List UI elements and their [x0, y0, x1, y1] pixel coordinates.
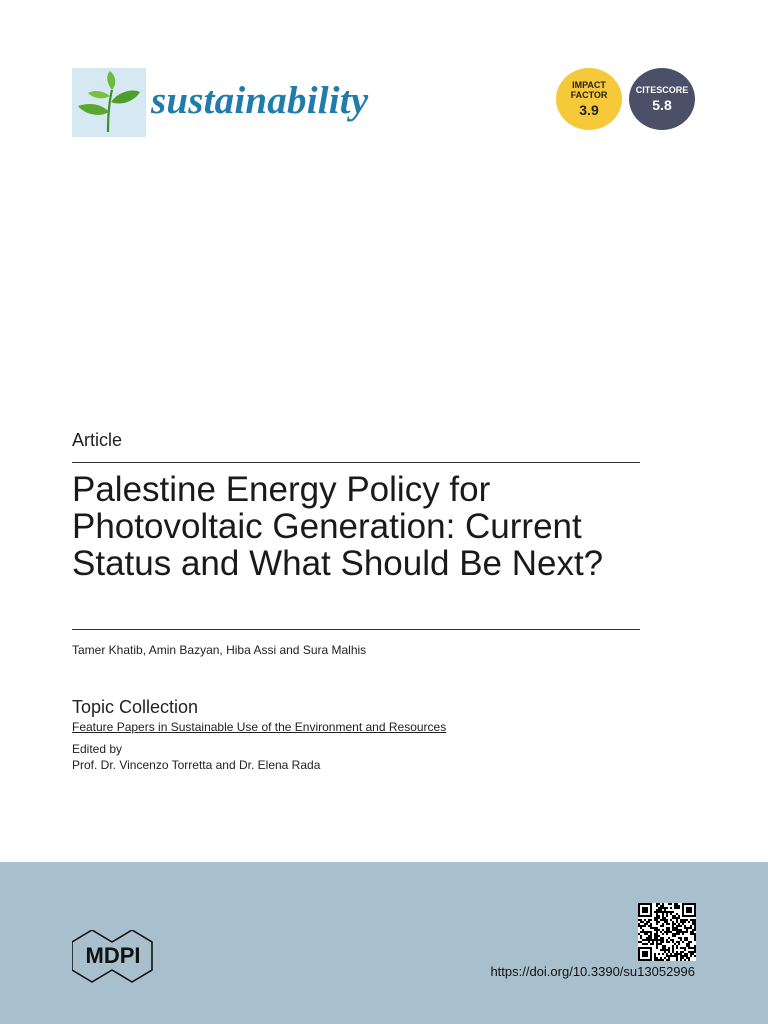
- impact-factor-value: 3.9: [579, 102, 599, 118]
- citescore-value: 5.8: [652, 97, 672, 113]
- author-separator: ,: [219, 643, 227, 657]
- collection-link[interactable]: Feature Papers in Sustainable Use of the Environment and Resources: [72, 720, 447, 734]
- mdpi-logo-icon: [72, 930, 156, 984]
- doi-link[interactable]: https://doi.org/10.3390/su13052996: [490, 964, 695, 979]
- author-separator: ,: [142, 643, 149, 657]
- author-name[interactable]: Amin Bazyan: [148, 643, 220, 657]
- author-list: [72, 643, 366, 657]
- author-name[interactable]: Sura Malhis: [302, 643, 367, 657]
- journal-logo-icon: [72, 68, 146, 137]
- editors-list: Prof. Dr. Vincenzo Torretta and Dr. Elena Rada: [72, 758, 321, 772]
- divider: [72, 462, 640, 463]
- author-name[interactable]: Hiba Assi: [226, 643, 277, 657]
- publisher-name: MDPI: [85, 943, 141, 968]
- citescore-badge[interactable]: [629, 68, 695, 130]
- collection-heading: Topic Collection: [72, 697, 199, 717]
- citescore-label: CITESCORE: [635, 85, 689, 95]
- author-separator: and: [276, 643, 303, 657]
- journal-name: sustainability: [151, 79, 369, 122]
- qr-code-icon: [638, 903, 696, 961]
- impact-factor-label: IMPACT FACTOR: [570, 80, 608, 100]
- divider: [72, 629, 640, 630]
- article-type: Article: [72, 430, 123, 450]
- article-title: Palestine Energy Policy for Photovoltaic Generation: Current Status and What Should Be Next?: [72, 470, 604, 583]
- impact-factor-badge[interactable]: [556, 68, 622, 130]
- author-name[interactable]: Tamer Khatib: [72, 643, 143, 657]
- edited-by-label: Edited by: [72, 742, 123, 756]
